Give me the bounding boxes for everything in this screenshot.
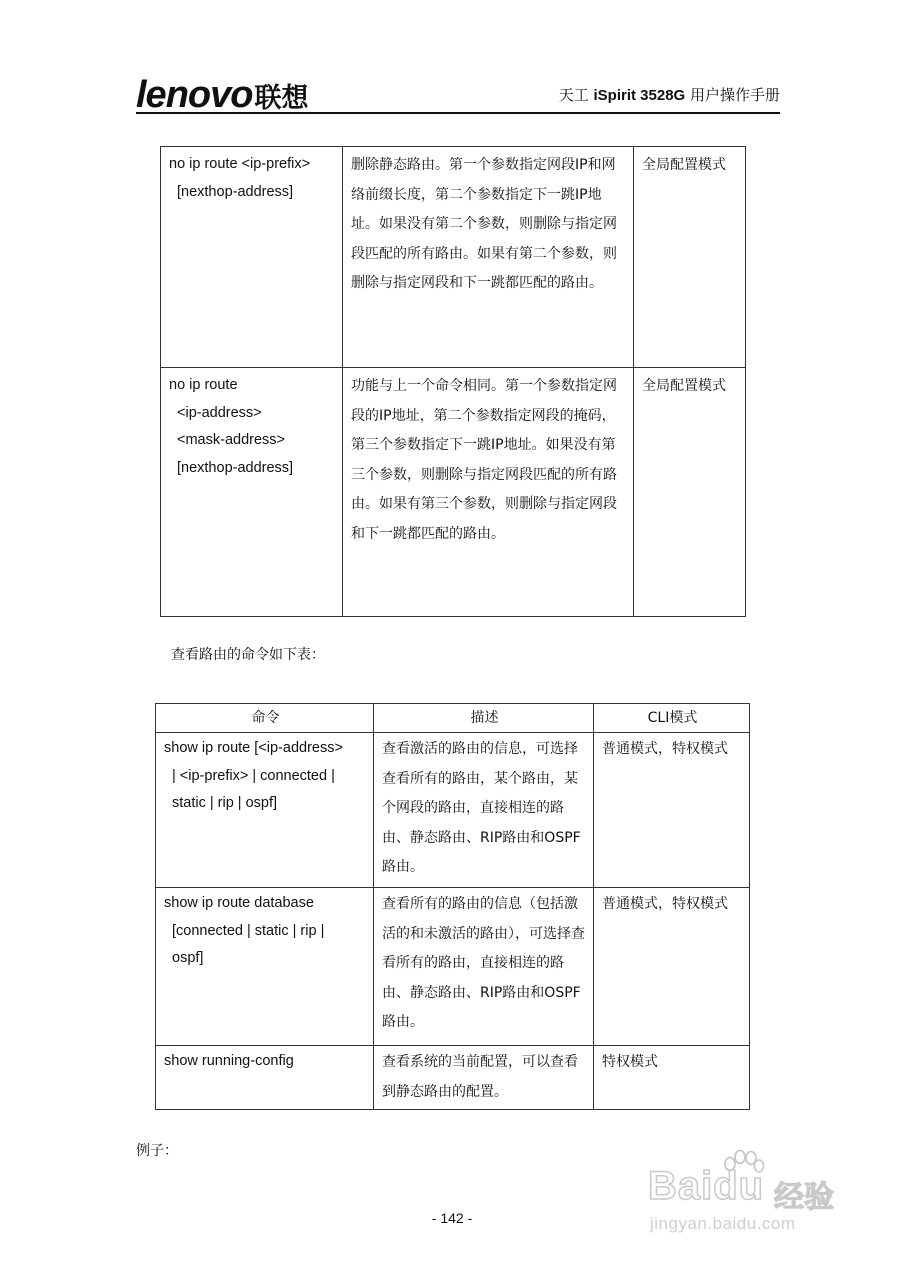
baidu-jingyan-watermark: [648, 1150, 858, 1250]
table-row: [156, 888, 750, 1046]
command-cell: [161, 147, 343, 368]
description-cell: 查看激活的路由的信息，可选择查看所有的路由，某个路由，某个网段的路由，直接相连的路由、静态路由、RIP路由和OSPF路由。: [374, 733, 594, 888]
command-cell: [161, 368, 343, 617]
command-line: <ip-address>: [177, 404, 262, 421]
description-cell: 功能与上一个命令相同。第一个参数指定网段的IP地址，第二个参数指定网段的掩码，第三个参数指定下一跳IP地址。如果没有第三个参数，则删除与指定网段匹配的所有路由。如果有第三个参数，则删除与指定网段和下一跳都匹配的路由。: [343, 368, 634, 617]
title-product: iSpirit 3528G: [593, 87, 686, 104]
column-header-command: 命令: [156, 704, 374, 733]
table-row: [161, 147, 746, 368]
header-rule: [136, 112, 780, 114]
page-number: - 142 -: [431, 1210, 473, 1226]
command-line: | <ip-prefix> | connected |: [172, 767, 335, 784]
example-label: 例子：: [136, 1143, 178, 1159]
table-header-row: [156, 704, 750, 733]
command-line: [connected | static | rip |: [172, 922, 325, 939]
table-row: [161, 368, 746, 617]
no-ip-route-table: [160, 146, 746, 617]
watermark-url: jingyan.baidu.com: [650, 1214, 796, 1233]
column-header-description: 描述: [374, 704, 594, 733]
command-cell: [156, 1046, 374, 1110]
watermark-brand-cjk: 经验: [774, 1180, 834, 1215]
manual-title: [559, 84, 780, 105]
mode-cell: 全局配置模式: [634, 368, 746, 617]
description-cell: 查看系统的当前配置，可以查看到静态路由的配置。: [374, 1046, 594, 1110]
command-line: no ip route <ip-prefix>: [169, 156, 311, 172]
command-cell: [156, 888, 374, 1046]
table-row: [156, 1046, 750, 1110]
paw-icon: [720, 1150, 768, 1196]
command-cell: [156, 733, 374, 888]
command-line: [nexthop-address]: [177, 459, 294, 476]
page-header: [136, 74, 780, 114]
mode-cell: 普通模式，特权模式: [594, 733, 750, 888]
command-line: ospf]: [172, 950, 204, 966]
description-cell: 删除静态路由。第一个参数指定网段IP和网络前缀长度，第二个参数指定下一跳IP地址。如果没有第二个参数，则删除与指定网段匹配的所有路由。如果有第二个参数，则删除与指定网段和下一跳都匹配的路由。: [343, 147, 634, 368]
mode-cell: 普通模式，特权模式: [594, 888, 750, 1046]
mode-cell: 特权模式: [594, 1046, 750, 1110]
command-line: [nexthop-address]: [177, 183, 294, 200]
logo-cjk-text: 联想: [254, 83, 309, 114]
column-header-cli-mode: CLI模式: [594, 704, 750, 733]
command-line: show ip route [<ip-address>: [164, 740, 343, 756]
command-line: no ip route: [169, 377, 238, 393]
logo-latin-text: lenovo: [136, 74, 253, 116]
command-line: show running-config: [164, 1053, 294, 1069]
command-line: static | rip | ospf]: [172, 795, 278, 811]
command-line: <mask-address>: [177, 432, 285, 448]
show-route-table: [155, 703, 750, 1110]
title-prefix: 天工: [558, 86, 594, 104]
description-cell: 查看所有的路由的信息（包括激活的和未激活的路由），可选择查看所有的路由，直接相连的路由、静态路由、RIP路由和OSPF路由。: [374, 888, 594, 1046]
lenovo-logo: [136, 76, 308, 114]
watermark-brand: Baidu: [648, 1164, 765, 1208]
mode-cell: 全局配置模式: [634, 147, 746, 368]
intro-paragraph: 查看路由的命令如下表：: [171, 647, 325, 663]
title-suffix: 用户操作手册: [685, 86, 780, 104]
table-row: [156, 733, 750, 888]
command-line: show ip route database: [164, 895, 314, 911]
